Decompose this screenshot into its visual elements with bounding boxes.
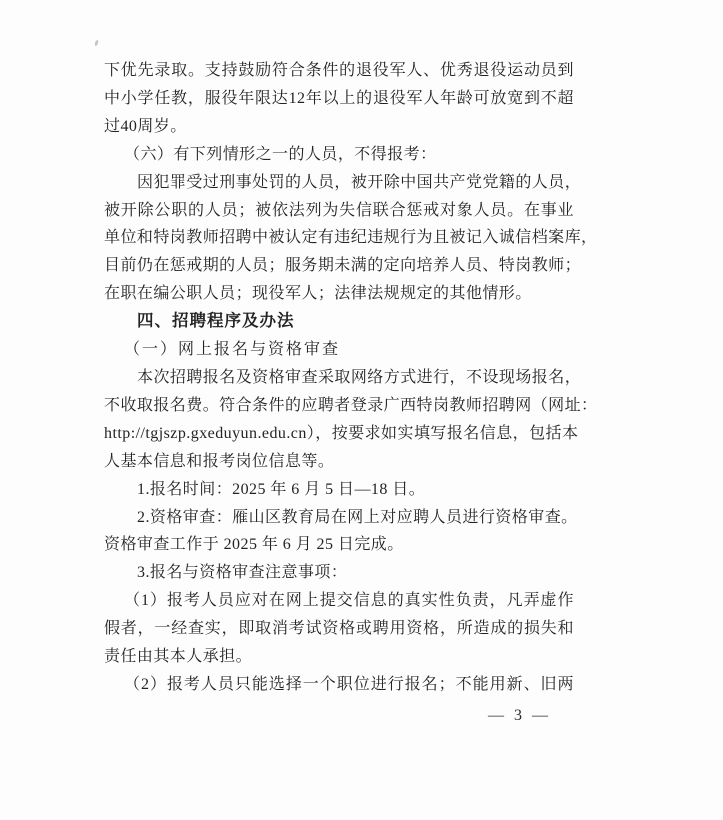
text-line: 目前仍在惩戒期的人员；服务期未满的定向培养人员、特岗教师； <box>104 257 582 275</box>
text-line: （六）有下列情形之一的人员，不得报考： <box>124 145 437 163</box>
text-line: 下优先录取。支持鼓励符合条件的退役军人、优秀退役运动员到 <box>104 62 574 79</box>
text-line: 因犯罪受过刑事处罚的人员，被开除中国共产党党籍的人员， <box>137 173 582 191</box>
text-line: 本次招聘报名及资格审查采取网络方式进行，不设现场报名， <box>137 368 582 386</box>
text-line: 不收取报名费。符合条件的应聘者登录广西特岗教师招聘网（网址： <box>104 396 598 414</box>
text-line: 被开除公职的人员；被依法列为失信联合惩戒对象人员。在事业 <box>104 201 574 219</box>
text-line: 四、招聘程序及办法 <box>137 312 295 331</box>
text-line: 责任由其本人承担。 <box>104 648 253 666</box>
text-line: http://tgjszp.gxeduyun.edu.cn），按要求如实填写报名信息，包括本 <box>104 424 579 442</box>
text-line: 1.报名时间：2025 年 6 月 5 日—18 日。 <box>137 480 426 498</box>
text-line: 过40周岁。 <box>104 117 187 135</box>
text-line: 假者，一经查实，即取消考试资格或聘用资格，所造成的损失和 <box>104 620 574 638</box>
text-line: 在职在编公职人员；现役军人；法律法规规定的其他情形。 <box>104 285 532 303</box>
text-line: 2.资格审查：雁山区教育局在网上对应聘人员进行资格审查。 <box>137 508 578 526</box>
text-line: （1）报考人员应对在网上提交信息的真实性负责，凡弄虚作 <box>124 592 574 610</box>
text-line: 资格审查工作于 2025 年 6 月 25 日完成。 <box>104 536 404 554</box>
text-line: 单位和特岗教师招聘中被认定有违纪违规行为且被记入诚信档案库， <box>104 229 598 247</box>
text-line: （一）网上报名与资格审查 <box>124 341 341 359</box>
document-text-column <box>104 57 598 725</box>
text-line: 3.报名与资格审查注意事项： <box>137 564 348 582</box>
page-number: — 3 — <box>488 706 551 724</box>
document-lines <box>104 57 598 699</box>
text-line: （2）报考人员只能选择一个职位进行报名；不能用新、旧两 <box>124 675 574 693</box>
scan-speck-artifact <box>94 40 99 47</box>
text-line: 中小学任教，服役年限达12年以上的退役军人年龄可放宽到不超 <box>104 89 574 107</box>
text-line: 人基本信息和报考岗位信息等。 <box>104 452 335 470</box>
